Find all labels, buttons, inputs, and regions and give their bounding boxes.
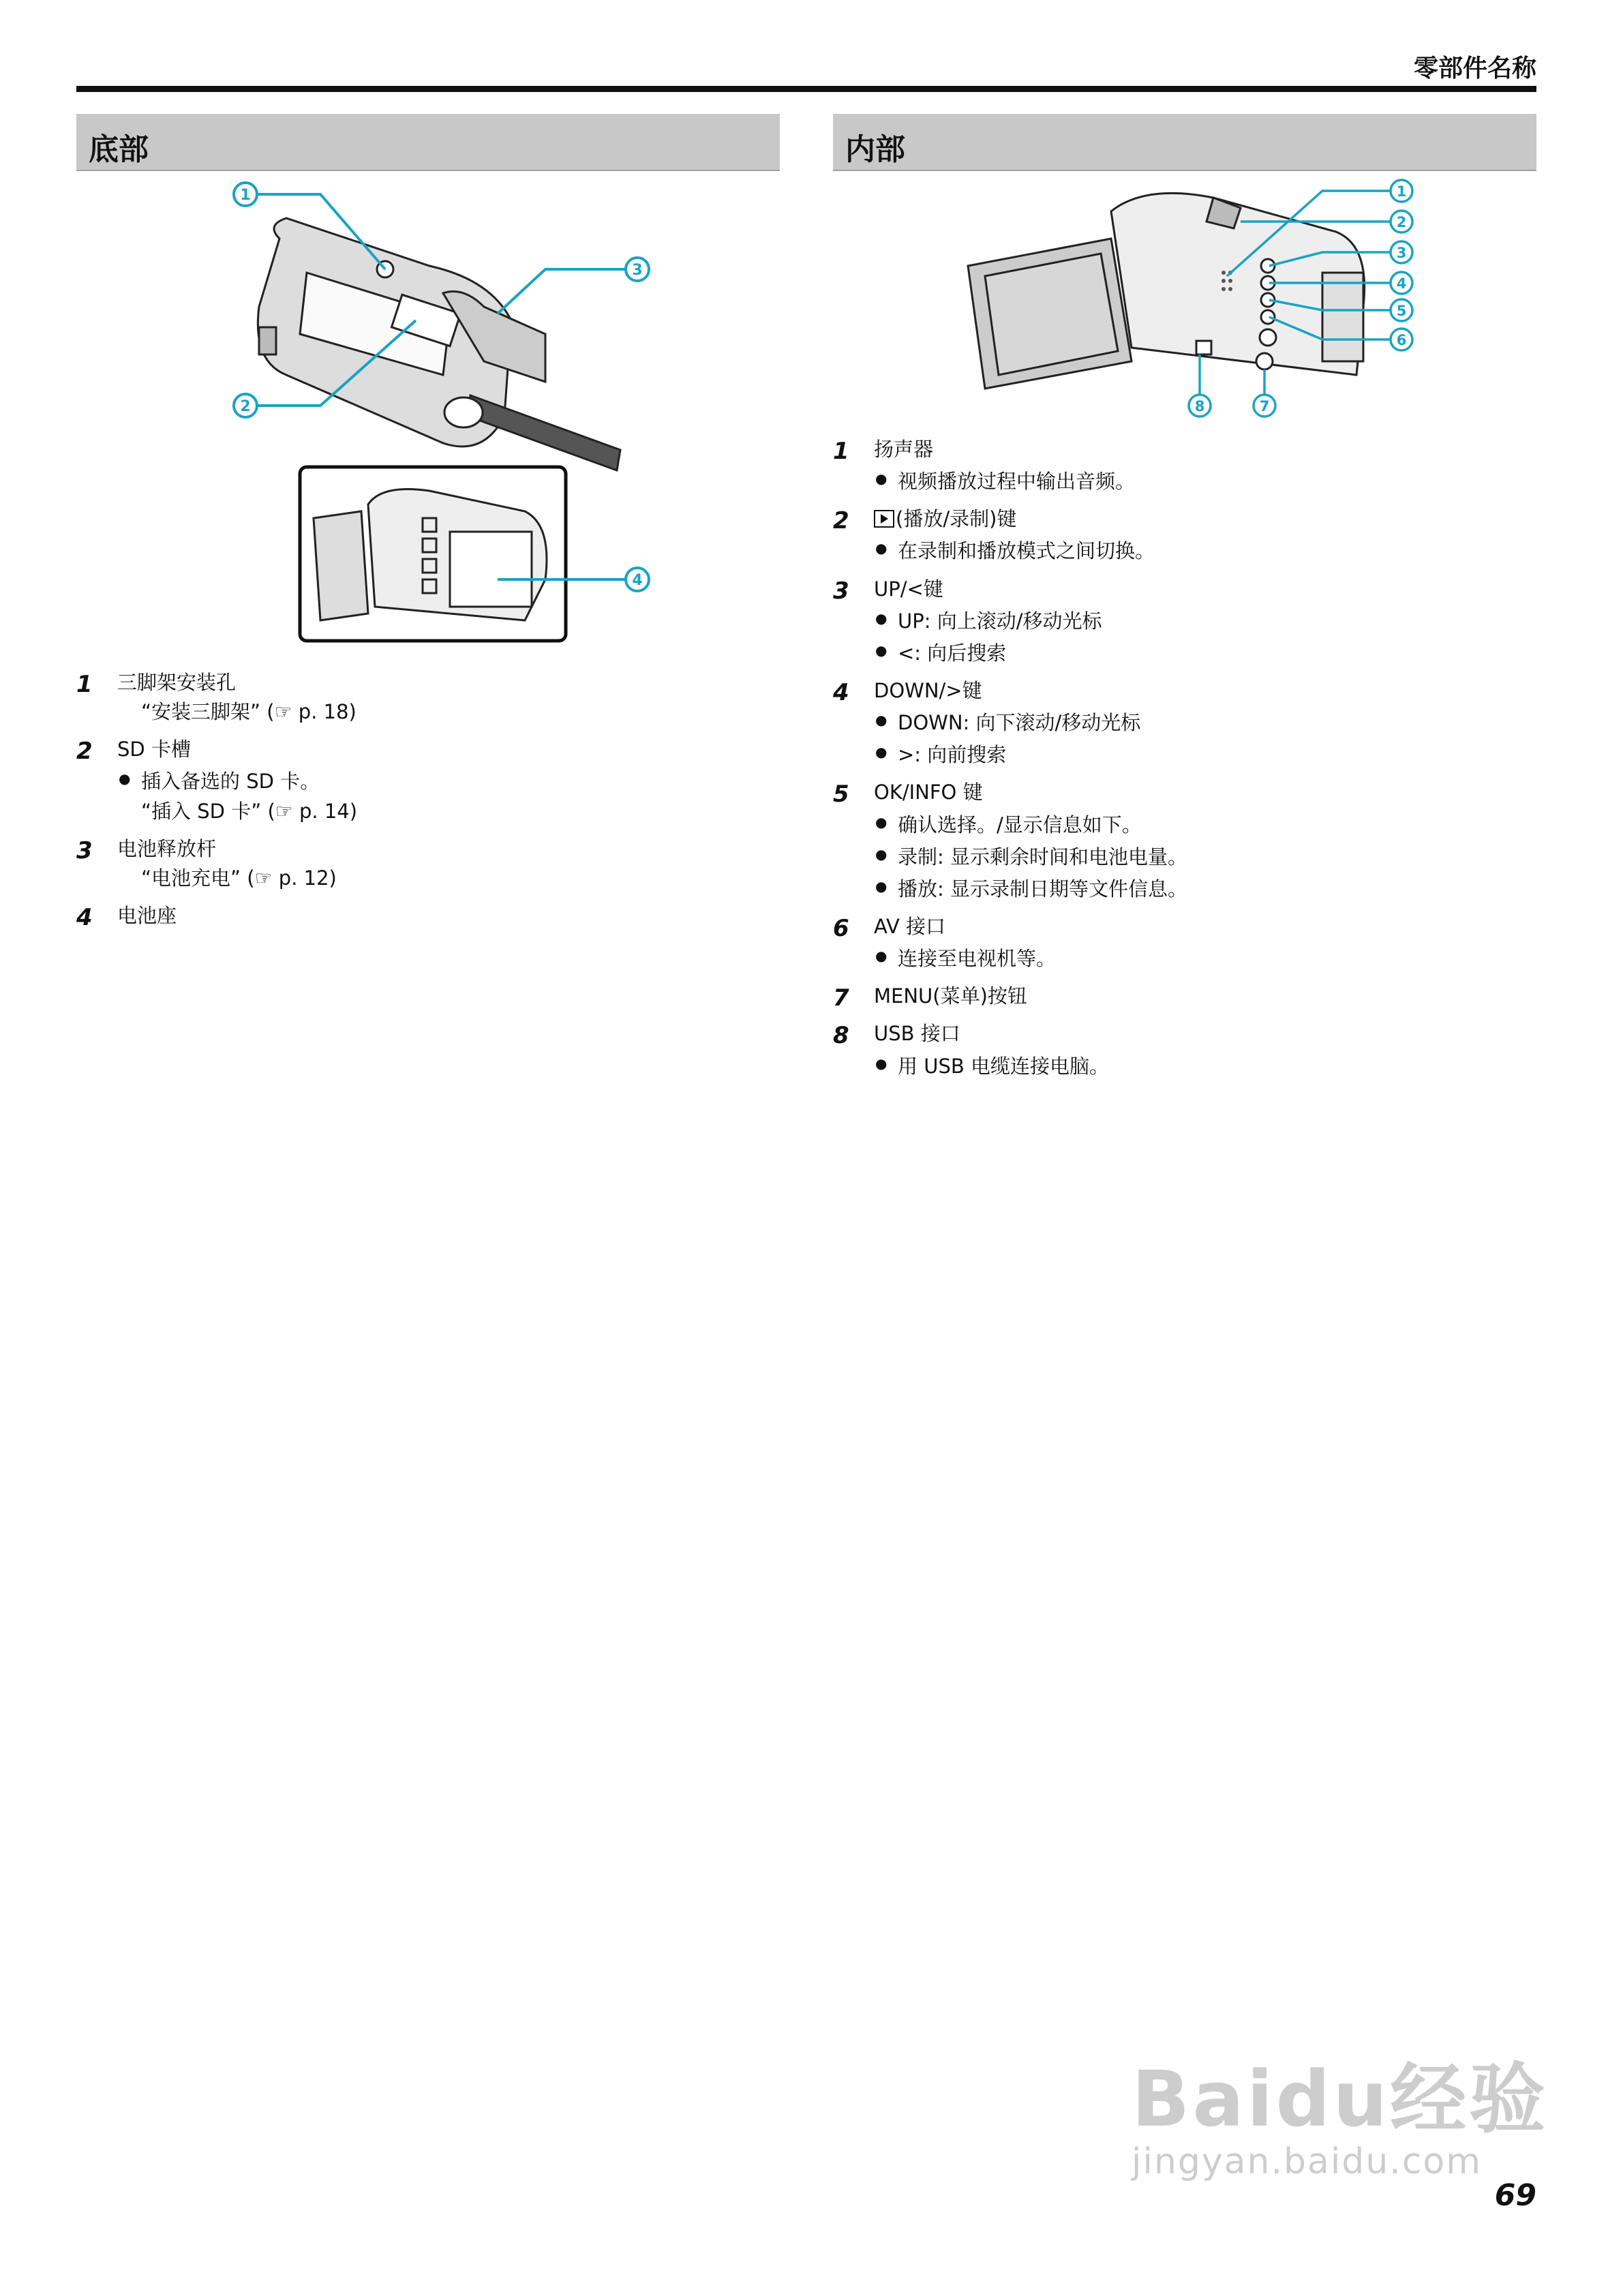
callout-r7: 7 xyxy=(1259,398,1270,414)
callout-3: 3 xyxy=(632,262,643,279)
play-mode-icon xyxy=(874,510,894,528)
callout-2: 2 xyxy=(240,398,251,415)
inside-parts-list xyxy=(833,436,1535,1091)
list-item: 3 电池释放杆 “电池充电” (☞ p. 12) xyxy=(76,836,778,892)
list-item: 4 电池座 xyxy=(76,903,177,931)
list-item: 7 MENU(菜单)按钮 xyxy=(833,984,1027,1012)
section-heading-bottom-text: 底部 xyxy=(89,132,149,167)
page-header-title: 零部件名称 xyxy=(1413,55,1536,82)
list-item: 2 SD 卡槽 ● 插入备选的 SD 卡。 “插入 SD 卡” (☞ p. 14) xyxy=(76,736,778,824)
list-item: 1 扬声器 ● 视频播放过程中输出音频。 xyxy=(833,436,1535,495)
callout-r2: 2 xyxy=(1396,214,1407,230)
list-item: 5 OK/INFO 键 ● 确认选择。/显示信息如下。 ● 录制: 显示剩余时间和电池电量。 ● 播放: 显示录制日期等文件信息。 xyxy=(833,779,1535,903)
page-reference-link[interactable]: “安装三脚架” (☞ p. 18) xyxy=(141,700,357,724)
list-item: 2 (播放/录制)键 ● 在录制和播放模式之间切换。 xyxy=(833,506,1535,564)
watermark-logo: Baidu经验 xyxy=(1132,2055,1549,2144)
page-number: 69 xyxy=(1494,2178,1536,2213)
callout-r8: 8 xyxy=(1194,398,1205,414)
watermark-url: jingyan.baidu.com xyxy=(1132,2141,1482,2182)
callout-r5: 5 xyxy=(1396,303,1407,319)
callout-4: 4 xyxy=(632,572,643,589)
section-heading-inside-text: 内部 xyxy=(845,132,905,167)
camcorder-bottom-illustration xyxy=(225,170,675,648)
callout-r4: 4 xyxy=(1396,275,1407,292)
list-item: 4 DOWN/>键 ● DOWN: 向下滚动/移动光标 ● >: 向前搜索 xyxy=(833,678,1535,768)
header-rule xyxy=(76,86,1536,92)
list-item: 8 USB 接口 ● 用 USB 电缆连接电脑。 xyxy=(833,1021,1535,1079)
camcorder-inside-illustration xyxy=(954,170,1431,429)
section-heading-inside xyxy=(833,114,1536,171)
callout-1: 1 xyxy=(240,187,251,204)
callout-r3: 3 xyxy=(1396,245,1407,261)
callout-r6: 6 xyxy=(1396,332,1407,348)
section-heading-bottom xyxy=(76,114,780,171)
callout-r1: 1 xyxy=(1396,183,1407,200)
page-reference-link[interactable]: “电池充电” (☞ p. 12) xyxy=(141,866,337,890)
list-item: 3 UP/<键 ● UP: 向上滚动/移动光标 ● <: 向后搜索 xyxy=(833,576,1535,667)
page-reference-link[interactable]: “插入 SD 卡” (☞ p. 14) xyxy=(141,799,358,823)
bottom-parts-list xyxy=(76,669,778,940)
list-item: 1 三脚架安装孔 “安装三脚架” (☞ p. 18) xyxy=(76,669,778,725)
list-item: 6 AV 接口 ● 连接至电视机等。 xyxy=(833,913,1535,972)
baidu-watermark xyxy=(1132,2038,1548,2182)
